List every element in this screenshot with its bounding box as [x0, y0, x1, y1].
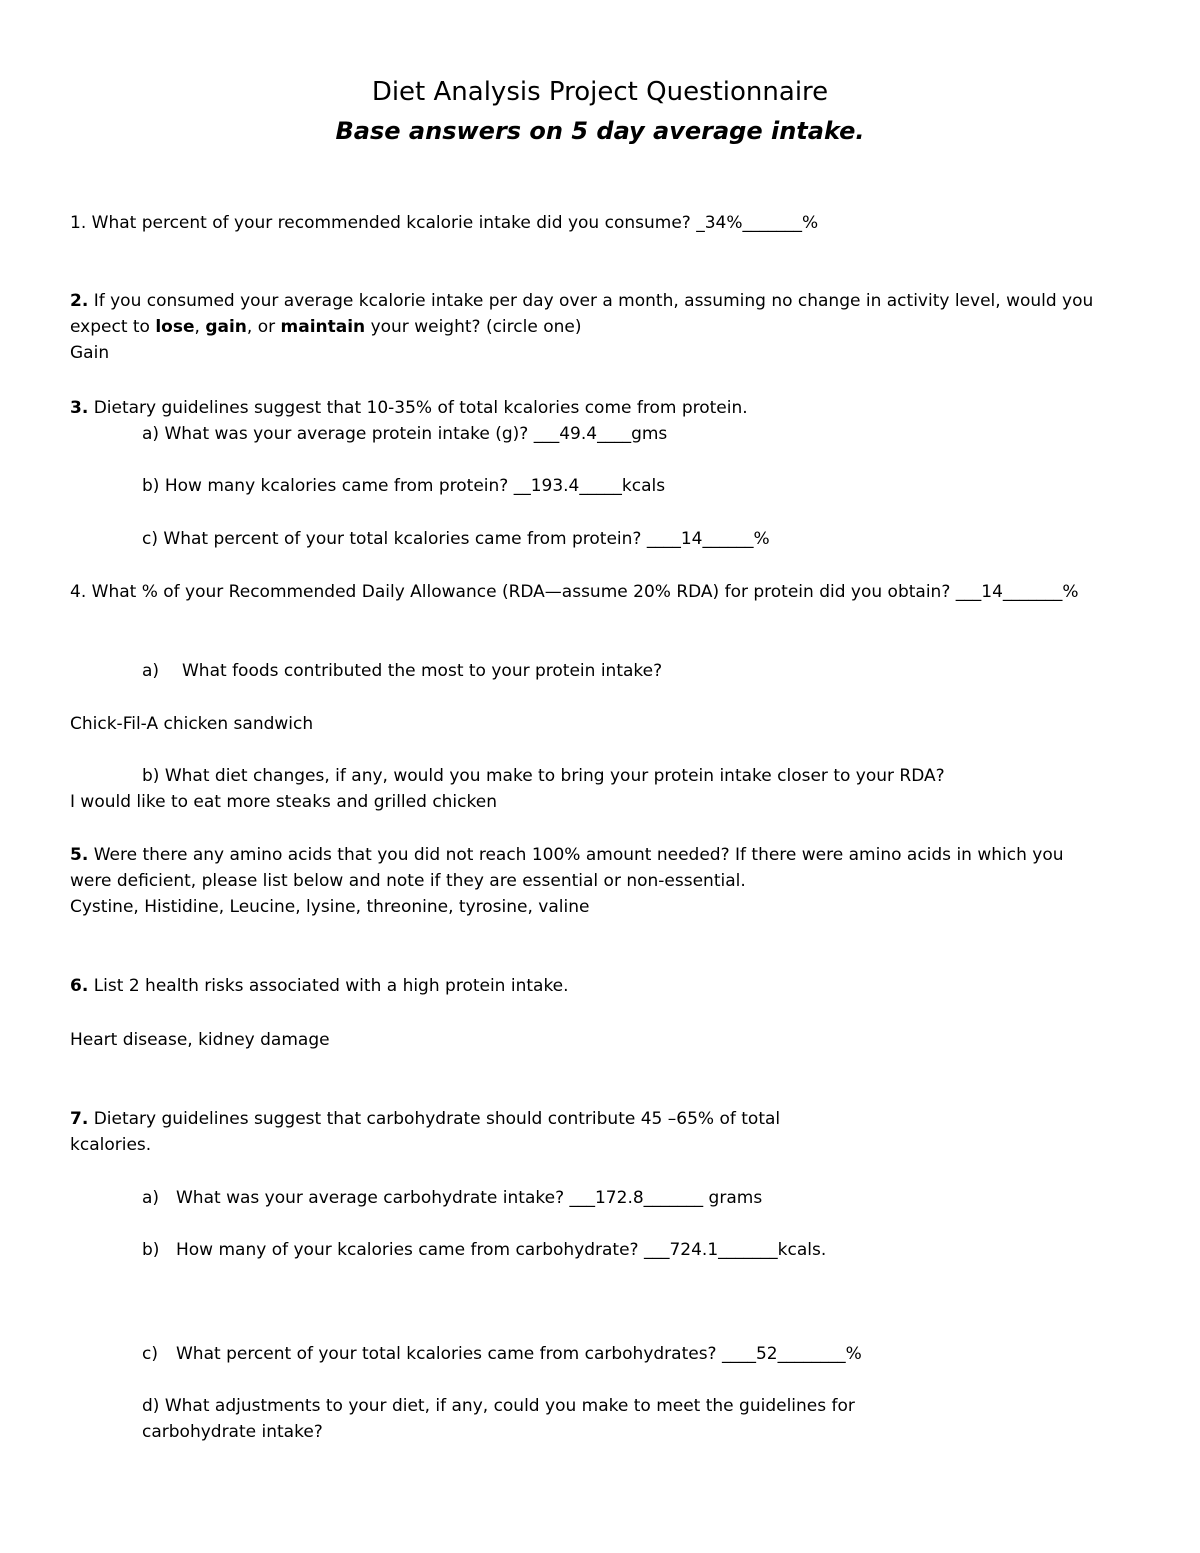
question-2-text-a: expect to: [70, 317, 156, 337]
question-2-text: If you consumed your average kcalorie intake per day over a month, assuming no change in activity level, would you: [88, 291, 1094, 311]
question-3a: a) What was your average protein intake (g)? ___49.4____gms: [142, 424, 668, 444]
question-7a: What was your average carbohydrate intake? ___172.8_______ grams: [176, 1188, 763, 1208]
option-lose: lose: [155, 317, 195, 337]
question-6: [70, 975, 569, 997]
question-5-text: Were there any amino acids that you did not reach 100% amount needed? If there were amino acids in which you: [88, 845, 1064, 865]
question-7b: How many of your kcalories came from carbohydrate? ___724.1_______kcals.: [176, 1240, 827, 1260]
question-6-answer: Heart disease, kidney damage: [70, 1030, 330, 1050]
question-4a-label: a): [142, 661, 160, 681]
question-6-number: 6.: [70, 976, 89, 996]
page-subtitle: Base answers on 5 day average intake.: [335, 117, 865, 145]
separator: , or: [246, 317, 281, 337]
question-2-answer: Gain: [70, 343, 110, 363]
question-5-line-1: [70, 844, 1064, 866]
question-4-text: What % of your Recommended Daily Allowance (RDA—assume 20% RDA) for protein did you obtain? ___14_______%: [86, 582, 1079, 602]
question-2-line-2: [70, 316, 581, 338]
question-7d-line-2: carbohydrate intake?: [142, 1422, 323, 1442]
question-3b: b) How many kcalories came from protein? __193.4_____kcals: [142, 476, 666, 496]
question-7b-label: b): [142, 1240, 160, 1260]
question-7d-line-1: d) What adjustments to your diet, if any, could you make to meet the guidelines for: [142, 1396, 855, 1416]
question-4a: What foods contributed the most to your protein intake?: [182, 661, 663, 681]
question-3-text: Dietary guidelines suggest that 10-35% of total kcalories come from protein.: [88, 398, 748, 418]
page-title: Diet Analysis Project Questionnaire: [371, 77, 829, 107]
question-1-number: 1.: [70, 213, 87, 233]
question-2-number: 2.: [70, 291, 89, 311]
question-3: [70, 397, 748, 419]
question-1: [70, 212, 818, 234]
question-3-number: 3.: [70, 398, 89, 418]
question-4: [70, 581, 1079, 603]
question-6-text: List 2 health risks associated with a high protein intake.: [88, 976, 569, 996]
question-7c-label: c): [142, 1344, 158, 1364]
question-3c: c) What percent of your total kcalories came from protein? ____14______%: [142, 529, 770, 549]
question-7a-label: a): [142, 1188, 160, 1208]
question-7-number: 7.: [70, 1109, 89, 1129]
question-4b: b) What diet changes, if any, would you make to bring your protein intake closer to your RDA?: [142, 766, 945, 786]
question-5-number: 5.: [70, 845, 89, 865]
question-5-line-2: were deficient, please list below and note if they are essential or non-essential.: [70, 871, 746, 891]
question-4-number: 4.: [70, 582, 87, 602]
question-7-line-1: [70, 1108, 780, 1130]
option-maintain: maintain: [280, 317, 366, 337]
option-gain: gain: [205, 317, 247, 337]
question-1-text: What percent of your recommended kcalorie intake did you consume? _34%_______%: [86, 213, 819, 233]
question-4b-answer: I would like to eat more steaks and grilled chicken: [70, 792, 497, 812]
separator: ,: [194, 317, 206, 337]
question-7-text: Dietary guidelines suggest that carbohydrate should contribute 45 –65% of total: [88, 1109, 781, 1129]
question-5-answer: Cystine, Histidine, Leucine, lysine, threonine, tyrosine, valine: [70, 897, 590, 917]
question-2-line-1: [70, 290, 1093, 312]
question-4a-answer: Chick-Fil-A chicken sandwich: [70, 714, 314, 734]
question-7c: What percent of your total kcalories came from carbohydrates? ____52________%: [176, 1344, 862, 1364]
question-7-line-2: kcalories.: [70, 1135, 152, 1155]
question-2-text-b: your weight? (circle one): [365, 317, 582, 337]
